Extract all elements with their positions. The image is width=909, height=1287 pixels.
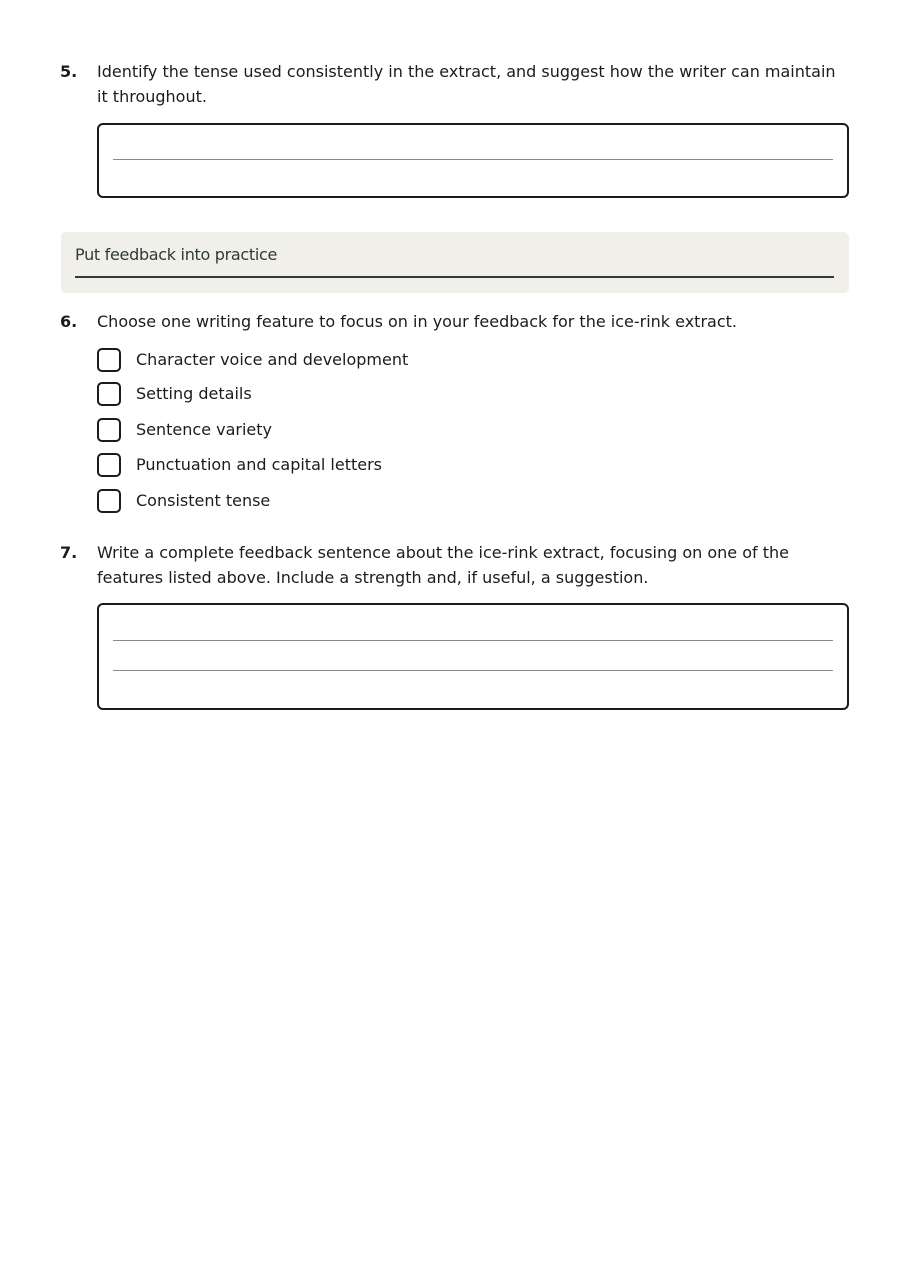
checkbox[interactable] bbox=[97, 453, 121, 477]
answer-box-q5[interactable] bbox=[97, 123, 849, 198]
question-text: Write a complete feedback sentence about the ice-rink extract, focusing on one of the features listed above. Include a strength and, if useful, a suggestion. bbox=[97, 543, 789, 587]
question-number: 5. bbox=[60, 62, 78, 81]
checkbox[interactable] bbox=[97, 382, 121, 406]
answer-box-q7[interactable] bbox=[97, 603, 849, 710]
section-banner bbox=[61, 232, 849, 293]
answer-line bbox=[113, 159, 833, 160]
option-label: Sentence variety bbox=[136, 420, 273, 439]
question-number: 7. bbox=[60, 543, 78, 562]
option-label: Character voice and development bbox=[136, 350, 409, 369]
option-label: Punctuation and capital letters bbox=[136, 455, 382, 474]
section-title: Put feedback into practice bbox=[75, 245, 278, 264]
section-divider bbox=[75, 276, 834, 278]
checkbox[interactable] bbox=[97, 489, 121, 513]
question-number: 6. bbox=[60, 312, 78, 331]
checkbox[interactable] bbox=[97, 348, 121, 372]
option-label: Setting details bbox=[136, 384, 252, 403]
answer-line bbox=[113, 640, 833, 641]
checkbox[interactable] bbox=[97, 418, 121, 442]
question-text: Identify the tense used consistently in the extract, and suggest how the writer can maintain it throughout. bbox=[97, 62, 836, 106]
answer-line bbox=[113, 670, 833, 671]
question-text: Choose one writing feature to focus on in your feedback for the ice-rink extract. bbox=[97, 312, 737, 331]
option-label: Consistent tense bbox=[136, 491, 271, 510]
